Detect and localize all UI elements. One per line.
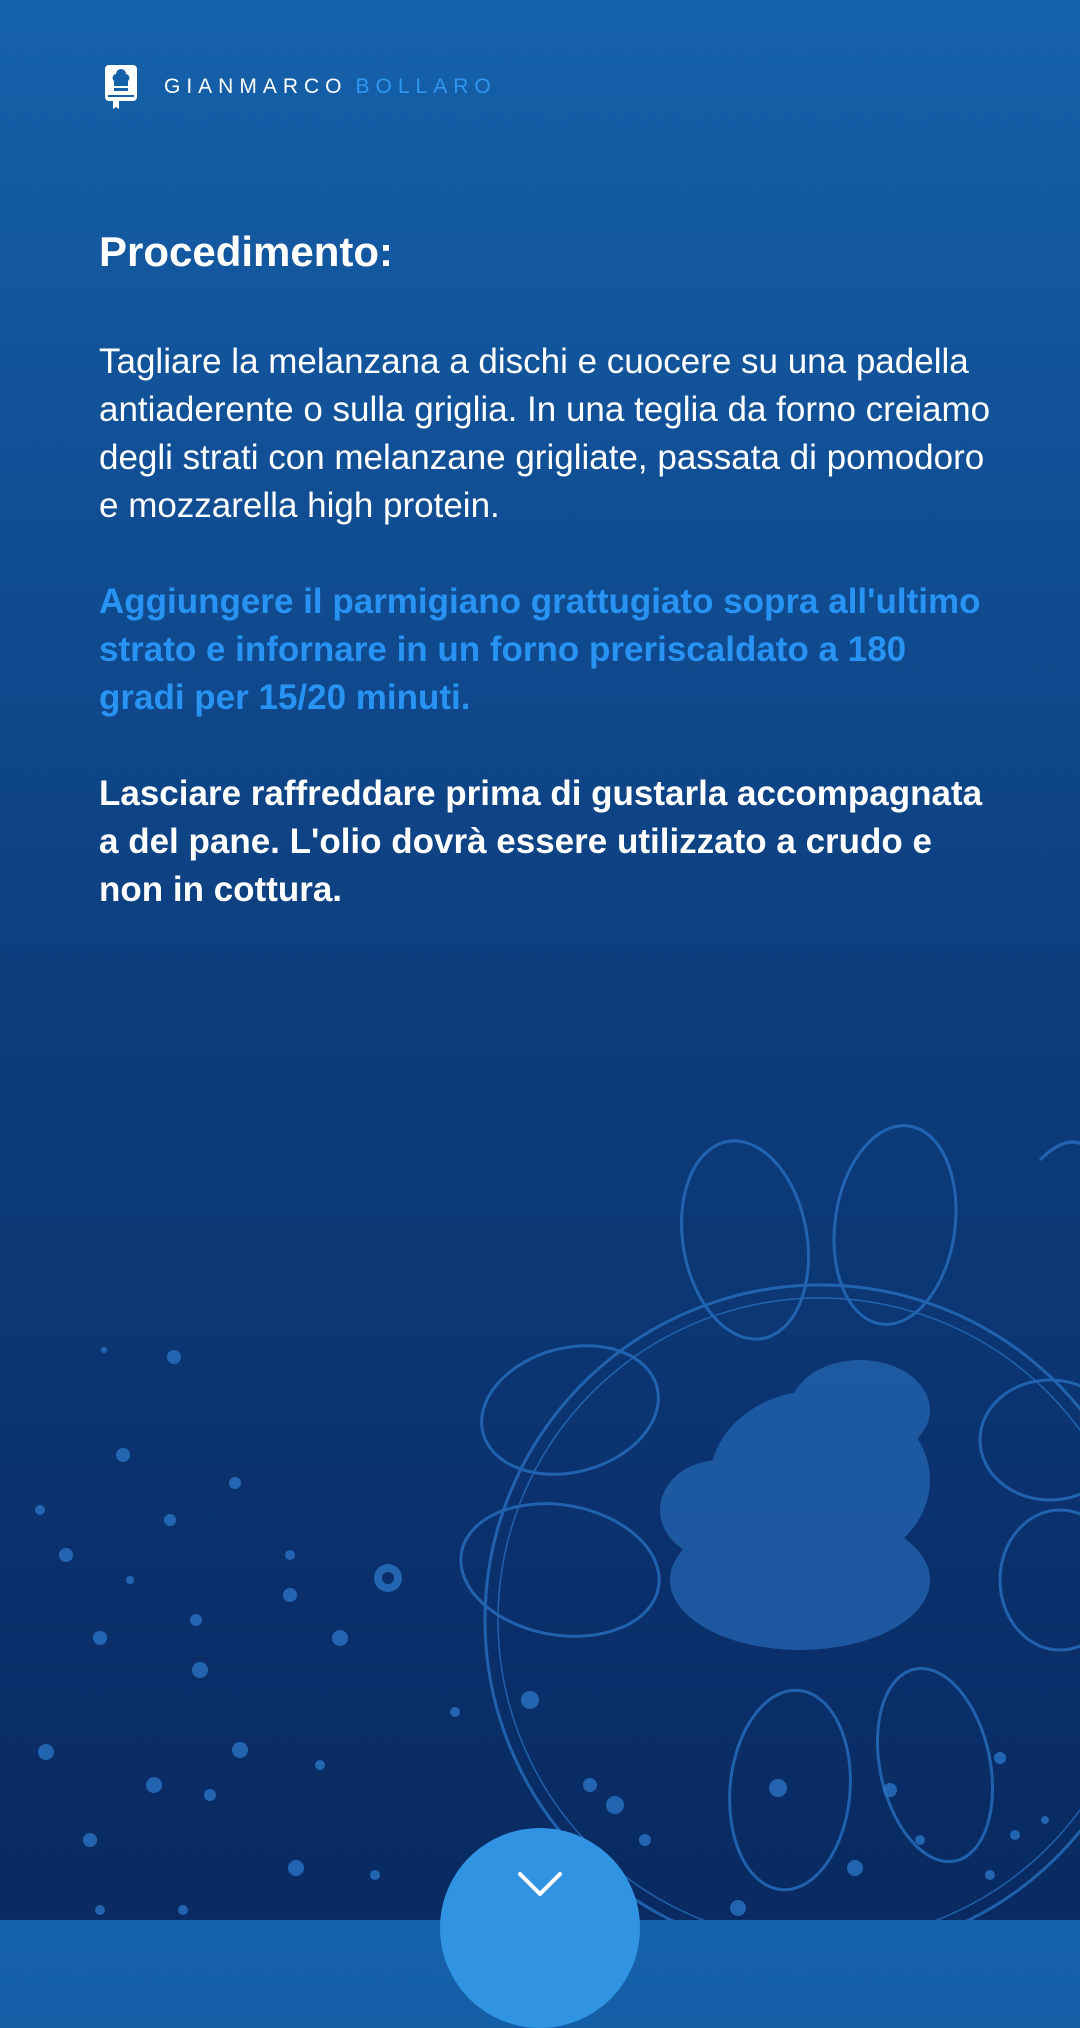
section-title: Procedimento: — [99, 228, 394, 275]
step-paragraph-2: Aggiungere il parmigiano grattugiato sopra all'ultimo strato e infornare in un forno preriscaldato a 180 gradi per 15/20 minuti. — [99, 582, 981, 717]
chevron-down-icon — [516, 1870, 564, 1900]
brand-first-name: GIANMARCO — [164, 75, 348, 98]
brand-name — [164, 75, 497, 99]
brand-last-name: BOLLARO — [355, 75, 497, 98]
chef-book-icon — [104, 64, 138, 110]
step-paragraph-3: Lasciare raffreddare prima di gustarla accompagnata a del pane. L'olio dovrà essere utilizzato a crudo e non in cottura. — [99, 774, 983, 909]
step-paragraph-1: Tagliare la melanzana a dischi e cuocere su una padella antiaderente o sulla griglia. In una teglia da forno creiamo degli strati con melanzane grigliate, passata di pomodoro e mozzarella high protein. — [99, 342, 991, 525]
recipe-content — [99, 222, 999, 962]
header — [104, 64, 497, 110]
dish-illustration — [0, 1040, 1080, 1920]
scroll-down-button[interactable] — [440, 1828, 640, 2028]
